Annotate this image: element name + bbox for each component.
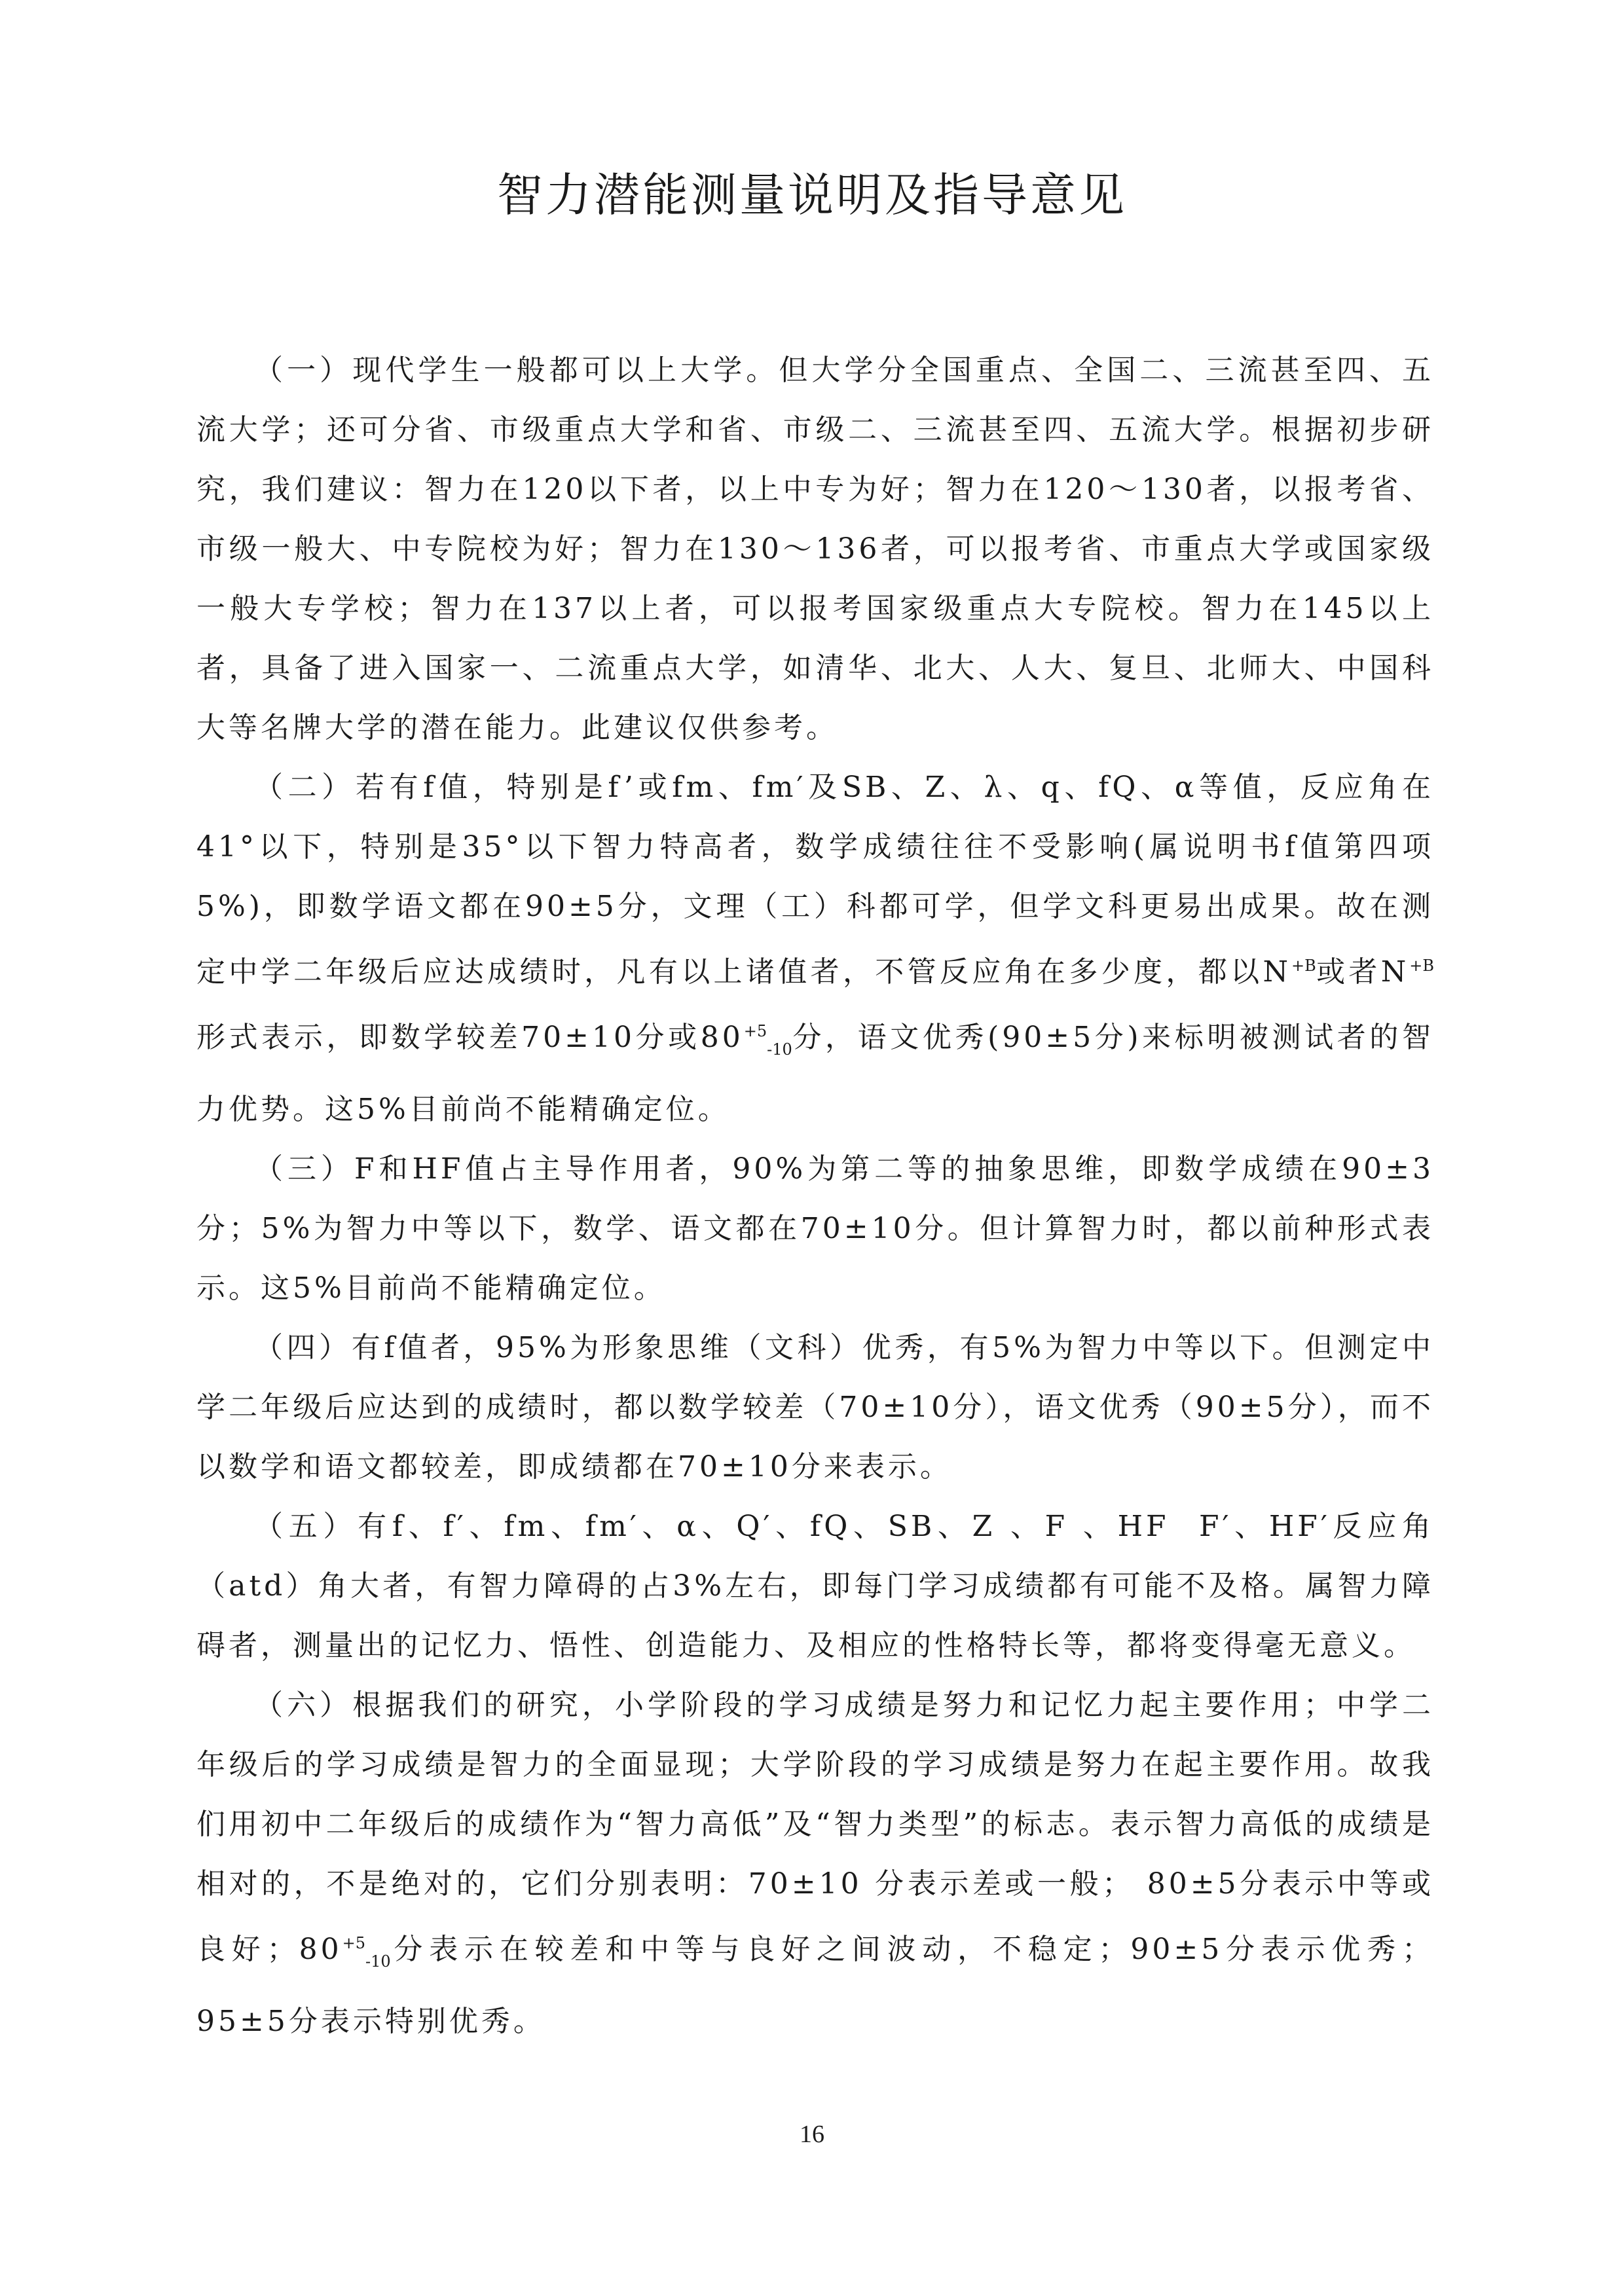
paragraph-1-text: （一）现代学生一般都可以上大学。但大学分全国重点、全国二、三流甚至四、五流大学；还可分省、市级重点大学和省、市级二、三流甚至四、五流大学。根据初步研究，我们建议：智力在120以下者，以上中专为好；智力在120～130者，以报考省、市级一般大、中专院校为好；智力在130～136者，可以报考省、市重点大学或国家级一般大专学校；智力在137以上者，可以报考国家级重点大专院校。智力在145以上者，具备了进入国家一、二流重点大学，如清华、北大、人大、复旦、北师大、中国科大等名牌大学的潜在能力。此建议仅供参考。 (196, 354, 1434, 744)
superscript-plus-5: +5 (743, 1022, 767, 1040)
subscript-minus-10-b: -10 (365, 1952, 391, 1971)
paragraph-6-text-a: （六）根据我们的研究，小学阶段的学习成绩是努力和记忆力起主要作用；中学二年级后的学习成绩是智力的全面显现；大学阶段的学习成绩是努力在起主要作用。故我们用初中二年级后的成绩作为“智力高低”及“智力类型”的标志。表示智力高低的成绩是相对的，不是绝对的，它们分别表明：70±10 分表示差或一般； 80±5分表示中等或良好；80 (196, 1688, 1434, 1966)
superscript-plus-5-b: +5 (342, 1934, 365, 1952)
paragraph-4 (196, 1318, 1434, 1497)
page-title: 智力潜能测量说明及指导意见 (497, 168, 1127, 222)
superscript-b-2: +B (1409, 957, 1435, 975)
paragraph-2-text-b: 或者N (1316, 955, 1410, 989)
paragraph-6 (196, 1675, 1434, 2051)
paragraph-3 (196, 1139, 1434, 1318)
paragraph-2-text-c: 形式表示，即数学较差70±10分或80 (196, 1021, 744, 1054)
page-number: 16 (800, 2121, 824, 2148)
paragraph-6-text-b: 分表示在较差和中等与良好之间波动，不稳定；90±5分表示优秀；95±5分表示特别优秀。 (196, 1933, 1434, 2038)
superscript-b-1: +B (1291, 957, 1316, 975)
paragraph-5-text: （五）有f、f′、fm、fm′、α、Q′、fQ、SB、Z 、F 、HF F′、HF′反应角（atd）角大者，有智力障碍的占3%左右，即每门学习成绩都有可能不及格。属智力障碍者，测量出的记忆力、悟性、创造能力、及相应的性格特长等，都将变得毫无意义。 (196, 1510, 1434, 1662)
subscript-minus-10: -10 (767, 1040, 792, 1059)
paragraph-4-text: （四）有f值者，95%为形象思维（文科）优秀，有5%为智力中等以下。但测定中学二年级后应达到的成绩时，都以数学较差（70±10分），语文优秀（90±5分），而不以数学和语文都较差，即成绩都在70±10分来表示。 (196, 1331, 1434, 1484)
paragraph-2-text-d: 分，语文优秀(90±5分)来标明被测试者的智力优势。这5%目前尚不能精确定位。 (196, 1021, 1434, 1126)
paragraph-2-text-a: （二）若有f值，特别是f’或fm、fm′及SB、Z、λ、q、fQ、α等值，反应角在41°以下，特别是35°以下智力特高者，数学成绩往往不受影响(属说明书f值第四项5%)，即数学语文都在90±5分，文理（工）科都可学，但学文科更易出成果。故在测定中学二年级后应达成绩时，凡有以上诸值者，不管反应角在多少度，都以N (196, 771, 1434, 989)
paragraph-3-text: （三）F和HF值占主导作用者，90%为第二等的抽象思维，即数学成绩在90±3分；5%为智力中等以下，数学、语文都在70±10分。但计算智力时，都以前种形式表示。这5%目前尚不能精确定位。 (196, 1152, 1434, 1305)
paragraph-5 (196, 1497, 1434, 1675)
paragraph-1 (196, 340, 1434, 757)
document-body (196, 340, 1434, 2051)
paragraph-2 (196, 757, 1434, 1139)
